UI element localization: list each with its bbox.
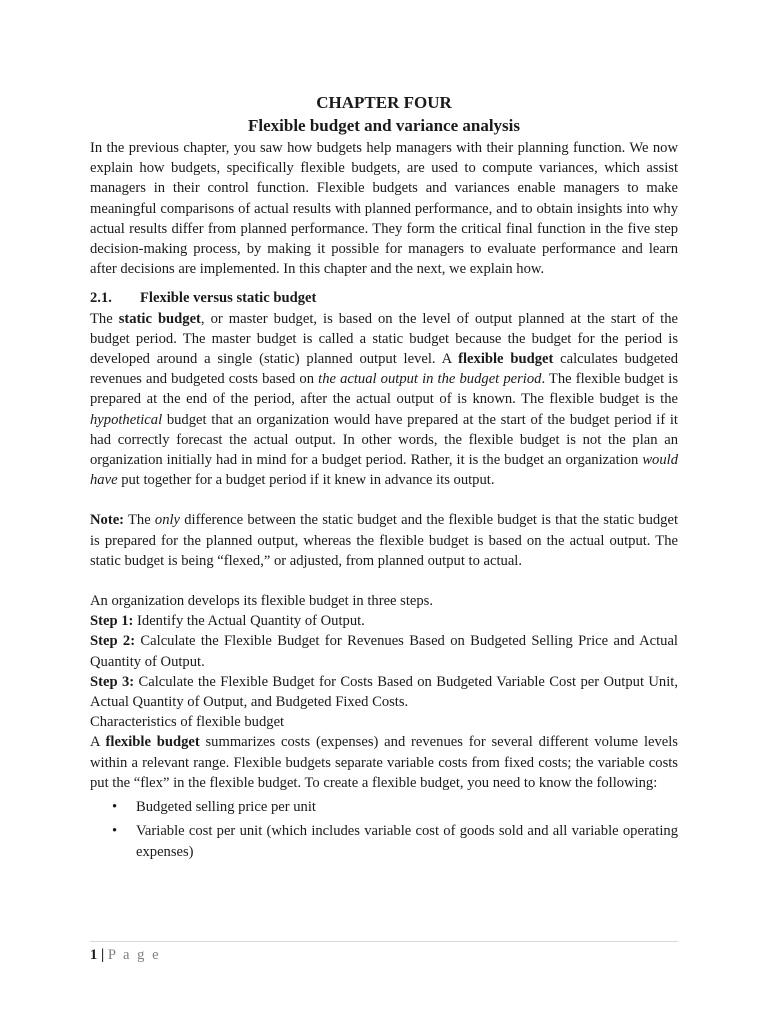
text-run: budget that an organization would have prepared at the start of the budget period if it had correctly forecast the actual output. In other words, the flexible budget is not the plan an organization initially had in mind for a budget period. Rather, it is the budget an organization [90,411,678,469]
static-budget-paragraph [90,309,678,491]
step-text: Calculate the Flexible Budget for Costs Based on Budgeted Variable Cost per Output Unit, Actual Quantity of Output, and Budgeted Fixed Costs. [90,673,678,711]
requirements-list [90,797,678,862]
note-label: Note: [90,512,125,529]
text-run: difference between the static budget and the flexible budget is that the static budget is prepared for the planned output, whereas the flexible budget is based on the actual output. The static budget is being “flexed,” or adjusted, from planned output to actual. [90,512,678,569]
emphasis-would-have: would have [90,452,678,489]
text-run: The [124,512,155,529]
spacer [90,490,678,510]
text-run: calculates budgeted revenues and budgeted costs based on [90,351,678,388]
page-label: P a g e [107,947,161,963]
step-3 [90,672,678,712]
spacer [90,571,678,591]
steps-intro: An organization develops its flexible budget in three steps. [90,593,434,610]
chapter-title: CHAPTER FOUR [316,93,452,112]
text-run: summarizes costs (expenses) and revenues for several different volume levels within a relevant range. Flexible budgets separate variable costs from fixed costs; the variable costs put the “flex” in the flexible budget. To create a flexible budget, you need to know the following: [90,734,678,791]
page-footer [90,941,678,965]
step-2 [90,631,678,671]
section-heading [90,288,678,308]
page-separator: | [97,947,108,963]
note-paragraph [90,510,678,571]
list-item [90,821,678,861]
emphasis-only: only [154,512,181,529]
text-run: put together for a budget period if it knew in advance its output. [117,472,495,489]
emphasis-hypothetical: hypothetical [90,411,163,428]
term-flexible-budget: flexible budget [105,734,200,751]
list-item-text: Variable cost per unit (which includes variable cost of goods sold and all variable operating expenses) [136,823,678,860]
step-label: Step 2: [90,633,136,650]
flexible-budget-paragraph [90,732,678,793]
step-1 [90,611,678,631]
section-title: Flexible versus static budget [140,290,317,307]
intro-paragraph: In the previous chapter, you saw how budgets help managers with their planning function. We now explain how budgets, specifically flexible budgets, are used to compute variances, which assist managers in their control function. Flexible budgets and variances enable managers to make meaningful comparisons of actual results with planned performance, and to obtain insights into why actual results differ from planned performance. They form the critical final function in the five step decision-making process, by making it possible for managers to evaluate performance and learn after decisions are implemented. In this chapter and the next, we explain how. [90,140,678,278]
step-label: Step 1: [90,613,134,630]
page-content [90,92,678,862]
page-number: 1 [90,947,98,963]
characteristics-heading: Characteristics of flexible budget [90,714,285,731]
chapter-subtitle: Flexible budget and variance analysis [247,116,521,135]
text-run: , or master budget, is based on the level of output planned at the start of the budget period. The master budget is called a static budget because the budget for the period is developed around a single (static) planned output level. A [90,310,678,368]
term-static-budget: static budget [118,310,201,327]
bullet-icon: • [112,799,118,816]
list-item-text: Budgeted selling price per unit [136,799,316,816]
term-flexible-budget: flexible budget [458,351,554,368]
section-number: 2.1. [90,290,112,307]
step-text: Calculate the Flexible Budget for Revenues Based on Budgeted Selling Price and Actual Quantity of Output. [90,633,678,670]
text-run: The [90,310,119,327]
list-item [90,797,678,817]
step-text: Identify the Actual Quantity of Output. [133,613,365,630]
text-run: A [90,734,106,751]
bullet-icon: • [112,823,118,840]
emphasis-actual-output: the actual output in the budget period [318,371,542,388]
step-label: Step 3: [90,673,135,690]
text-run: . The flexible budget is prepared at the end of the period, after the actual output of is known. The flexible budget is the [90,371,678,408]
